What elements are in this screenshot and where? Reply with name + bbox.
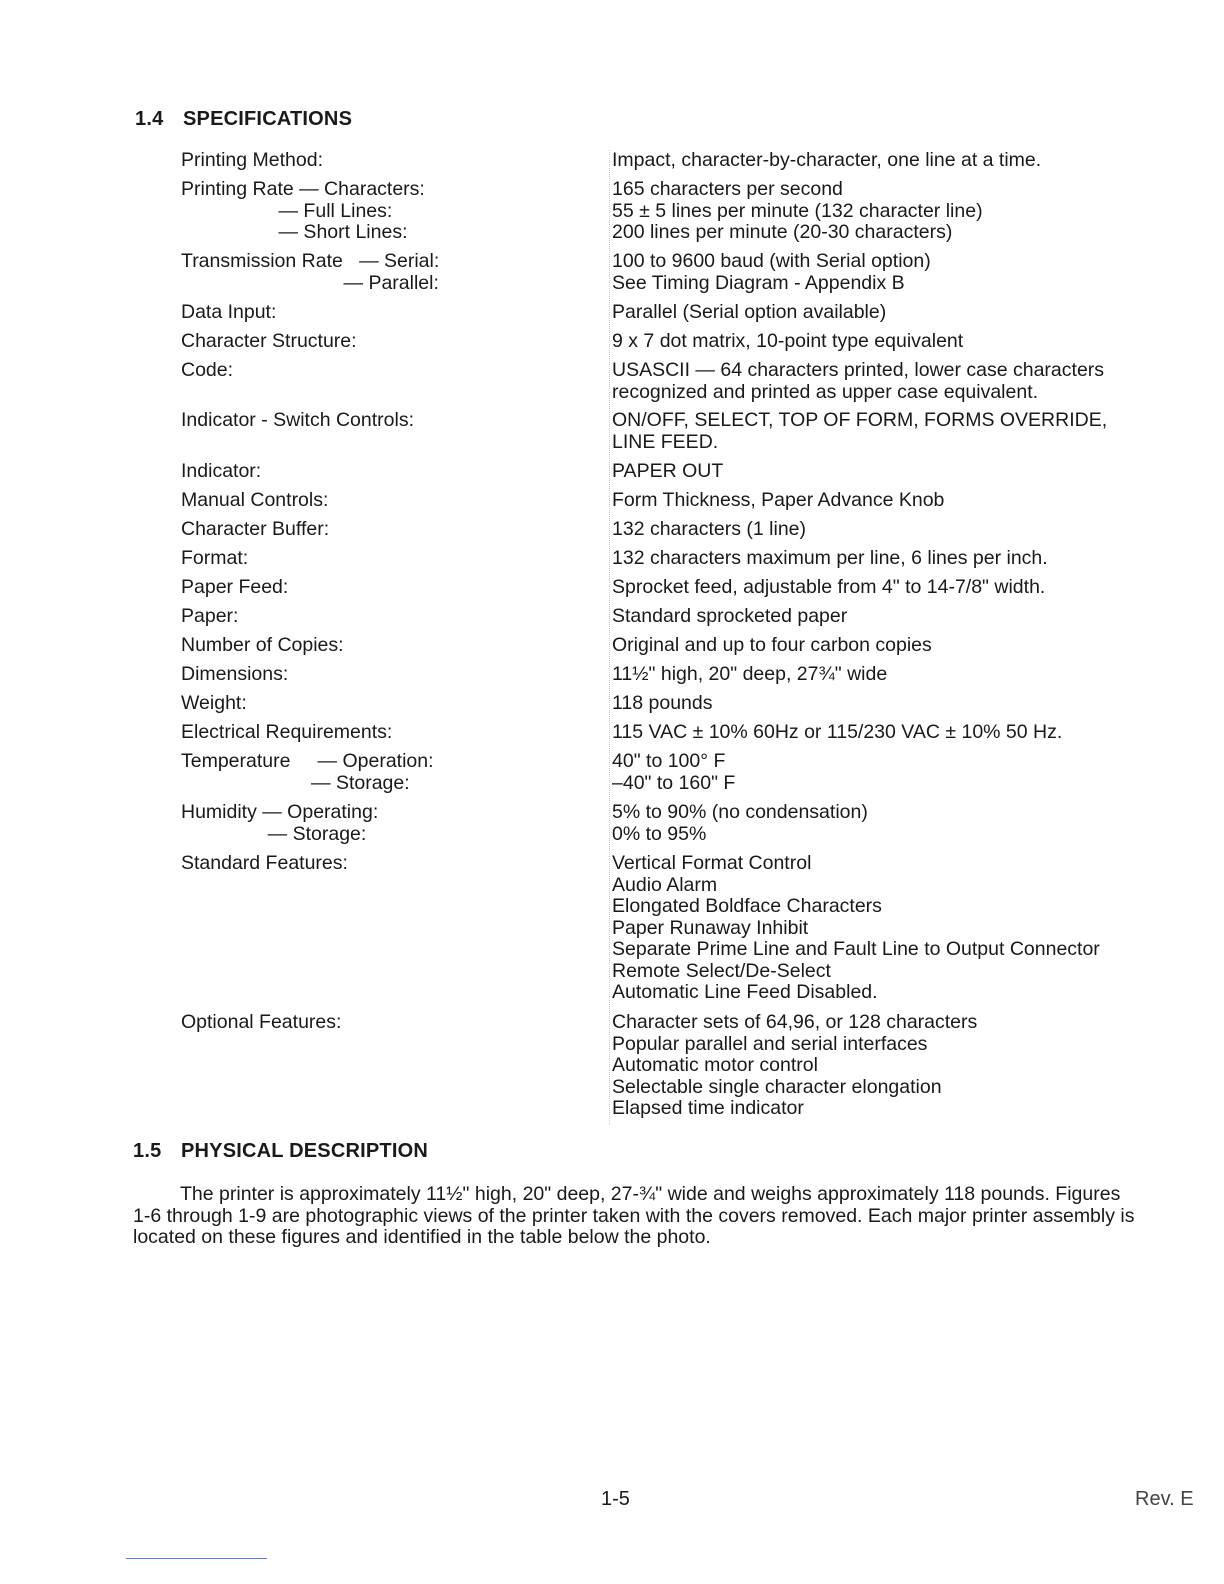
physical-description-paragraph: The printer is approximately 11½" high, 20" deep, 27-¾" wide and weighs approximately 118 pounds. Figures 1-6 through 1-9 are photographic views of the printer taken with the covers removed. Each major printer assembly is located on these figures and identified in the table below the photo.: [133, 1183, 1135, 1248]
spec-value-line: Sprocket feed, adjustable from 4" to 14-7/8" width.: [612, 576, 1046, 598]
margin-rule: [609, 150, 610, 1125]
spec-value-line: recognized and printed as upper case equivalent.: [612, 380, 1039, 403]
spec-value: [612, 179, 1202, 244]
spec-label-line: Code:: [181, 359, 234, 381]
spec-value-line: 55 ± 5 lines per minute (132 character line): [612, 199, 983, 222]
spec-label-line: Indicator - Switch Controls:: [181, 409, 415, 431]
spec-label: [181, 853, 581, 875]
spec-value: [612, 664, 1202, 686]
spec-value: [612, 251, 1202, 294]
spec-value-line: Impact, character-by-character, one line at a time.: [612, 149, 1042, 171]
spec-label-line: — Storage:: [181, 771, 410, 794]
section-number: 1.5: [133, 1140, 162, 1162]
spec-label: [181, 802, 581, 845]
spec-value-line: 100 to 9600 baud (with Serial option): [612, 250, 931, 272]
spec-label: [181, 150, 581, 172]
spec-label: [181, 548, 581, 570]
spec-label-line: Transmission Rate — Serial:: [181, 250, 440, 272]
spec-value: [612, 410, 1202, 453]
spec-value-line: Separate Prime Line and Fault Line to Output Connector: [612, 938, 1100, 960]
spec-value-line: Original and up to four carbon copies: [612, 634, 932, 656]
spec-value: [612, 461, 1202, 483]
spec-value: [612, 360, 1202, 403]
spec-label: [181, 331, 581, 353]
section-number: 1.4: [135, 108, 164, 130]
spec-value-line: 132 characters maximum per line, 6 lines per inch.: [612, 547, 1048, 569]
page-number: 1-5: [601, 1488, 630, 1510]
spec-label: [181, 577, 581, 599]
spec-value: [612, 722, 1202, 744]
spec-value-line: Audio Alarm: [612, 873, 718, 896]
spec-value-line: Standard sprocketed paper: [612, 605, 848, 627]
spec-value: [612, 802, 1202, 845]
spec-label-line: — Parallel:: [181, 271, 439, 294]
spec-label-line: Format:: [181, 547, 249, 569]
spec-label-line: Number of Copies:: [181, 634, 344, 656]
spec-label: [181, 490, 581, 512]
spec-label: [181, 635, 581, 657]
section-heading-physical-description: [133, 1140, 428, 1163]
spec-value: [612, 606, 1202, 628]
spec-label-line: Optional Features:: [181, 1011, 342, 1033]
section-title: SPECIFICATIONS: [183, 108, 353, 130]
spec-value: [612, 302, 1202, 324]
spec-label: [181, 179, 581, 244]
spec-value-line: ON/OFF, SELECT, TOP OF FORM, FORMS OVERRIDE,: [612, 409, 1108, 431]
spec-value: [612, 577, 1202, 599]
spec-value-line: 115 VAC ± 10% 60Hz or 115/230 VAC ± 10% 50 Hz.: [612, 721, 1063, 743]
spec-label-line: — Full Lines:: [181, 199, 393, 222]
spec-label-line: Indicator:: [181, 460, 262, 482]
spec-label: [181, 302, 581, 324]
spec-value-line: Vertical Format Control: [612, 852, 812, 874]
spec-label-line: — Short Lines:: [181, 221, 408, 243]
spec-value: [612, 331, 1202, 353]
spec-label-line: Data Input:: [181, 301, 277, 323]
spec-label-line: Weight:: [181, 692, 247, 714]
spec-value-line: 165 characters per second: [612, 178, 843, 200]
spec-value-line: 40" to 100° F: [612, 750, 726, 772]
spec-value-line: 5% to 90% (no condensation): [612, 801, 868, 823]
spec-value: [612, 853, 1202, 1004]
spec-value-line: Elapsed time indicator: [612, 1097, 804, 1119]
spec-value: [612, 635, 1202, 657]
spec-value-line: 11½" high, 20" deep, 27¾" wide: [612, 663, 888, 685]
spec-label: [181, 251, 581, 294]
spec-value-line: 0% to 95%: [612, 822, 707, 845]
spec-label-line: Temperature — Operation:: [181, 750, 434, 772]
spec-value-line: Parallel (Serial option available): [612, 301, 887, 323]
spec-label: [181, 360, 581, 382]
spec-label-line: Manual Controls:: [181, 489, 329, 511]
spec-label-line: Printing Method:: [181, 149, 323, 171]
spec-label: [181, 519, 581, 541]
spec-label-line: Printing Rate — Characters:: [181, 178, 425, 200]
footer-rule: [126, 1558, 267, 1559]
spec-label: [181, 1012, 581, 1034]
spec-label-line: Character Structure:: [181, 330, 357, 352]
spec-label: [181, 751, 581, 794]
spec-value: [612, 693, 1202, 715]
spec-value-line: Elongated Boldface Characters: [612, 895, 882, 917]
spec-label: [181, 722, 581, 744]
spec-label-line: Paper Feed:: [181, 576, 289, 598]
spec-label-line: Character Buffer:: [181, 518, 330, 540]
spec-value-line: Paper Runaway Inhibit: [612, 916, 809, 939]
spec-value: [612, 751, 1202, 794]
spec-value-line: 200 lines per minute (20-30 characters): [612, 221, 953, 243]
spec-value-line: 9 x 7 dot matrix, 10-point type equivalent: [612, 330, 964, 352]
spec-label-line: Humidity — Operating:: [181, 801, 379, 823]
spec-value-line: 118 pounds: [612, 692, 713, 714]
spec-value-line: Automatic Line Feed Disabled.: [612, 981, 878, 1003]
spec-value-line: –40" to 160" F: [612, 771, 736, 794]
spec-label-line: Dimensions:: [181, 663, 289, 685]
spec-label: [181, 410, 581, 432]
spec-label-line: Electrical Requirements:: [181, 721, 393, 743]
spec-value: [612, 548, 1202, 570]
spec-value: [612, 150, 1202, 172]
spec-value: [612, 519, 1202, 541]
spec-value-line: LINE FEED.: [612, 430, 719, 453]
spec-value-line: PAPER OUT: [612, 460, 724, 482]
revision-label: Rev. E: [1135, 1488, 1194, 1510]
spec-value-line: Remote Select/De-Select: [612, 959, 831, 982]
spec-label-line: Paper:: [181, 605, 239, 627]
spec-label-line: Standard Features:: [181, 852, 348, 874]
spec-label: [181, 606, 581, 628]
spec-value: [612, 490, 1202, 512]
spec-label-line: — Storage:: [181, 822, 367, 845]
spec-value-line: Popular parallel and serial interfaces: [612, 1032, 928, 1055]
spec-value-line: Form Thickness, Paper Advance Knob: [612, 489, 945, 511]
spec-label: [181, 693, 581, 715]
spec-value-line: Automatic motor control: [612, 1054, 818, 1076]
spec-label: [181, 461, 581, 483]
spec-value-line: USASCII — 64 characters printed, lower case characters: [612, 359, 1105, 381]
spec-value-line: Character sets of 64,96, or 128 characters: [612, 1011, 978, 1033]
spec-value-line: 132 characters (1 line): [612, 518, 807, 540]
section-title: PHYSICAL DESCRIPTION: [181, 1140, 428, 1162]
section-heading-specifications: [135, 108, 352, 131]
spec-label: [181, 664, 581, 686]
spec-value-line: Selectable single character elongation: [612, 1075, 942, 1098]
spec-value: [612, 1012, 1202, 1120]
spec-value-line: See Timing Diagram - Appendix B: [612, 271, 905, 294]
